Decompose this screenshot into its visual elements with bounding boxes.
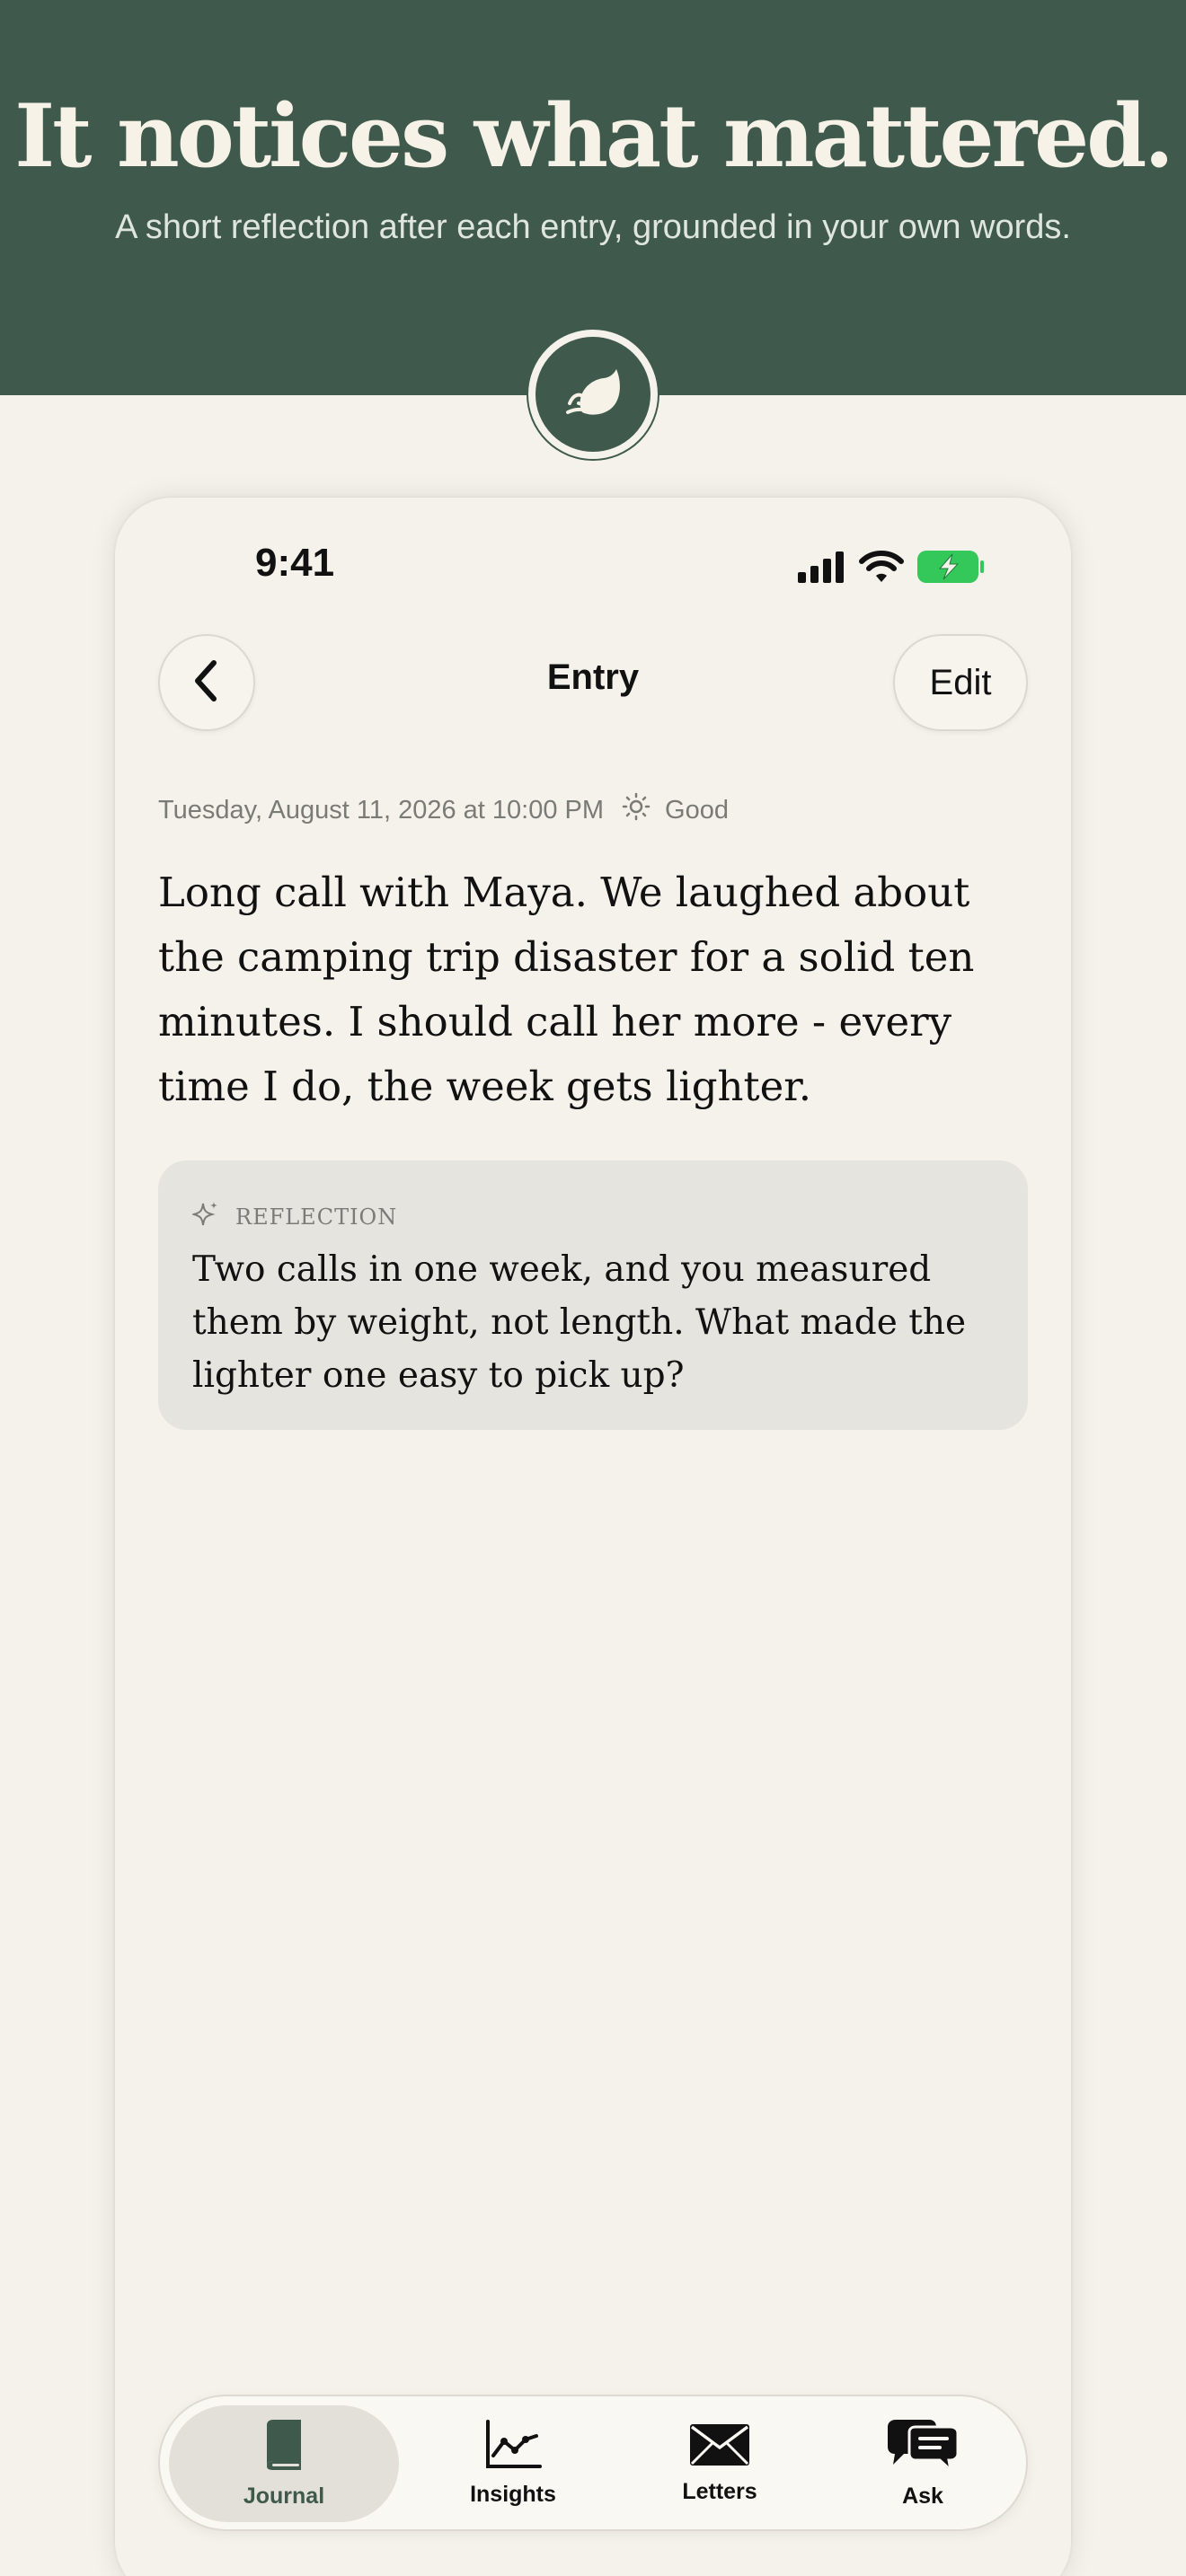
book-icon <box>261 2418 306 2476</box>
leaf-logo-icon <box>528 330 658 459</box>
phone-frame <box>115 498 1071 2576</box>
tab-ask[interactable] <box>821 2405 1024 2522</box>
reflection-label: REFLECTION <box>235 1204 398 1230</box>
tab-journal-label: Journal <box>243 2483 325 2509</box>
page-title: Entry <box>546 657 640 697</box>
entry-meta <box>158 792 729 828</box>
tab-letters-label: Letters <box>682 2479 757 2504</box>
tab-insights[interactable] <box>412 2405 615 2522</box>
sun-icon <box>622 792 651 828</box>
status-icons <box>796 550 985 588</box>
status-time: 9:41 <box>255 541 335 585</box>
sparkle-icon <box>192 1200 219 1233</box>
reflection-card <box>158 1160 1028 1430</box>
reflection-text: Two calls in one week, and you measured them by weight, not length. What made the lighter one easy to pick up? <box>192 1249 967 1396</box>
mood-label: Good <box>665 795 729 825</box>
tab-bar <box>158 2395 1028 2531</box>
mood-indicator <box>622 792 729 828</box>
chart-line-icon <box>484 2420 542 2475</box>
tab-ask-label: Ask <box>902 2483 943 2509</box>
hero-subtitle: A short reflection after each entry, grounded in your own words. <box>115 208 1071 246</box>
battery-charging-icon <box>916 550 985 588</box>
reflection-header <box>192 1200 397 1233</box>
edit-button[interactable]: Edit <box>893 634 1028 731</box>
tab-journal[interactable] <box>169 2405 399 2522</box>
hero-title: It notices what mattered. <box>14 85 1172 187</box>
wifi-icon <box>859 550 904 588</box>
envelope-icon <box>688 2422 751 2472</box>
signal-icon <box>796 551 846 587</box>
tab-insights-label: Insights <box>470 2482 556 2507</box>
tab-letters[interactable] <box>618 2405 821 2522</box>
entry-date: Tuesday, August 11, 2026 at 10:00 PM <box>158 795 605 825</box>
chat-bubbles-icon <box>886 2418 960 2476</box>
entry-body[interactable]: Long call with Maya. We laughed about the camping trip disaster for a solid ten minutes. I should call her more - every time I do, the week gets lighter. <box>158 869 975 1110</box>
